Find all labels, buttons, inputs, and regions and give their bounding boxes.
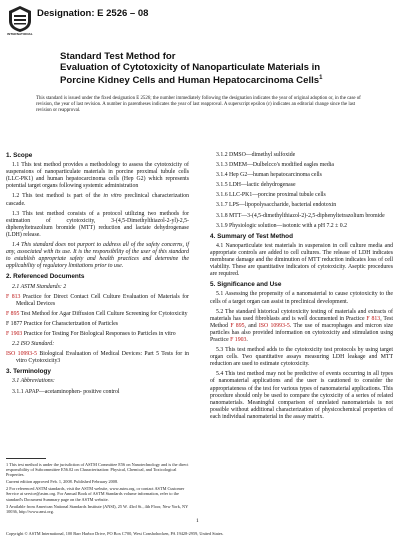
paragraph: 1.4 This standard does not purport to address all of the safety concerns, if any, associated with its use. It is the responsibility of the user of this standard to establish appropriate safety and health practices and determine the applicability of regulatory limitations prior to use. — [6, 242, 189, 270]
paragraph: 2.2 ISO Standard: — [12, 341, 55, 348]
reference-link[interactable]: F 1903 — [6, 330, 23, 337]
reference-link[interactable]: F 1903 — [230, 336, 247, 343]
section-heading: 3. Terminology — [6, 368, 51, 376]
section-heading: 4. Summary of Test Method — [210, 232, 293, 240]
paragraph: 3.1.8 MTT—3-(4,5-dimethylthiazol-2)-2,5-diphenyltetrazolium bromide — [216, 212, 385, 219]
reference-link[interactable]: F 813 — [366, 315, 381, 322]
reference-link[interactable]: F 813 — [6, 293, 21, 300]
paragraph: 3.1.2 DMSO—dimethyl sulfoxide — [216, 152, 296, 158]
paragraph: 3.1.6 LLC-PK1—porcine proximal tubule cells — [216, 192, 326, 199]
document-title — [60, 51, 380, 86]
reference-item: F 813 Practice for Direct Contact Cell Culture Evaluation of Materials for Medical Devices — [6, 293, 189, 307]
right-column — [210, 152, 393, 424]
paragraph: 4.1 Nanoparticulate test materials in suspension in cell culture media and appropriate controls are added to cell cultures. The release of LDH indicates membrane damage and the diminution of MTT reduction indicates loss of cell viability. These are quantitative indicators of cytotoxicity. Aseptic procedures are required. — [210, 242, 393, 278]
reference-item: F 1877 Practice for Characterization of Particles — [6, 320, 119, 327]
reference-link[interactable]: F 895 — [6, 310, 20, 317]
section-heading: 5. Significance and Use — [210, 281, 282, 289]
title-footnote-mark: 1 — [319, 75, 323, 81]
paragraph: 5.2 The standard historical cytotoxicity testing of materials and extracts of materials has used fibroblasts and is well documented in Practice F 813, Test Method F 895, and ISO 10993-5. The use of macrophages and micron size particles has also provided information on cytotoxicity and stimulation using Practice F 1903. — [210, 308, 393, 343]
paragraph: 3.1.5 LDH—lactic dehydrogenase — [216, 182, 296, 189]
paragraph: 2.1 ASTM Standards: 2 — [12, 283, 67, 290]
paragraph: 3.1.1 APAP—acetaminophen- positive control — [12, 388, 120, 395]
reference-item: F 895 Test Method for Agar Diffusion Cell Culture Screening for Cytotoxicity — [6, 310, 188, 317]
title-line-3: Porcine Kidney Cells and Human Hepatocarcinoma Cells$^1$ — [60, 75, 323, 87]
reference-item: F 1903 Practice for Testing For Biological Responses to Particles in vitro — [6, 330, 176, 337]
paragraph: 5.3 This test method adds to the cytotoxicity test protocols by using target organ cells. Two quantitative assays measuring LDH leakage and MTT reduction are used to estimate cytotoxicity. — [210, 347, 393, 368]
footnote-divider — [6, 458, 46, 459]
reference-link[interactable]: ISO 10993-5 — [258, 322, 290, 329]
footnote: Current edition approved Feb. 1, 2008. Published February 2008. — [6, 479, 119, 485]
left-column — [6, 152, 189, 399]
logo-caption: INTERNATIONAL — [7, 32, 33, 36]
paragraph: 1.3 This test method consists of a protocol utilizing two methods for estimation of cytotoxicity, 3-(4,5-Dimethylthiazol-2-yl)-2,5-diphenyltetrazolium bromide (MTT) reduction and lactate dehydrogenase (LDH) release. — [6, 210, 189, 238]
page-number: 1 — [196, 518, 199, 524]
title-line-1: Standard Test Method for — [60, 51, 176, 62]
paragraph: 3.1 Abbreviations: — [12, 378, 55, 385]
designation: Designation: E 2526 – 08 — [37, 8, 149, 19]
footnote: 1 This test method is under the jurisdiction of ASTM Committee E56 on Nanotechnology and is the direct responsibility of Subcommittee E56.02 on Characterization: Physical, Chemical, and Toxicological Properties. — [6, 462, 189, 478]
issuance-note: This standard is issued under the fixed designation E 2526; the number immediately following the designation indicates the year of original adoption or, in the case of revision, the year of last revision. A number in parentheses indicates the year of last reapproval. A superscript epsilon (ε) indicates an editorial change since the last revision or reapproval. — [36, 96, 361, 113]
paragraph: 5.4 This test method may not be predictive of events occurring in all types of nanomaterial applications and the user is cautioned to consider the appropriateness of the test for various types of nanomaterial applications. This procedure should only be used to compare the cytoxicity of a series of related nanomaterials. Meaningful comparison of unrelated nanomaterials is not possible without additional characterization of physicochemical properties of each individual nanomaterial in the assay matrix. — [210, 371, 393, 420]
paragraph: 1.1 This test method provides a methodology to assess the cytotoxicity of suspensions of nanoparticulate materials in porcine proximal tubule cells (LLC-PK1) and human hepatocarcinoma cells (Hep G2) which represents potential target organs following systemic administration — [6, 162, 189, 190]
reference-link[interactable]: ISO 10993-5 — [6, 351, 38, 358]
paragraph: 1.2 This test method is part of the in vitro preclinical characterization cascade. — [6, 193, 189, 207]
reference-item: ISO 10993-5 Biological Evaluation of Medical Devices: Part 5 Tests for in vitro Cytotoxicity3 — [6, 351, 189, 365]
paragraph: 5.1 Assessing the propensity of a nanomaterial to cause cytotoxicity to the cells of a target organ can assist in preclinical development. — [210, 291, 393, 305]
section-heading: 2. Referenced Documents — [6, 273, 85, 281]
paragraph: 3.1.9 Physiologic solution—isotonic with a pH 7.2 ± 0.2 — [216, 222, 348, 229]
title-line-2: Evaluation of Cytotoxicity of Nanoparticulate Materials in — [60, 62, 321, 73]
footnote: 2 For referenced ASTM standards, visit the ASTM website, www.astm.org, or contact ASTM Customer Service at service@astm.org. For Annual Book of ASTM Standards volume information, refer to the standard's Document Summary page on the ASTM website. — [6, 486, 185, 502]
footnotes — [6, 458, 189, 516]
section-heading: 1. Scope — [6, 152, 33, 159]
paragraph: 3.1.4 Hep G2—human hepatocarcinoma cells — [216, 172, 322, 179]
astm-logo-icon — [9, 6, 31, 32]
copyright-line: Copyright © ASTM International, 100 Barr Harbor Drive, PO Box C700, West Conshohocken, PA 19428-2959, United States. — [6, 531, 224, 536]
paragraph: 3.1.3 DMEM—Dulbelcco's modified eagles media — [216, 162, 334, 169]
paragraph: 3.1.7 LPS—lipopolysaccharide, bacterial endotoxin — [216, 202, 337, 209]
reference-link[interactable]: F 895 — [230, 322, 245, 329]
footnote: 3 Available from American National Standards Institute (ANSI), 25 W. 43rd St., 4th Floor, New York, NY 10036, http://www.ansi.org. — [6, 503, 189, 514]
